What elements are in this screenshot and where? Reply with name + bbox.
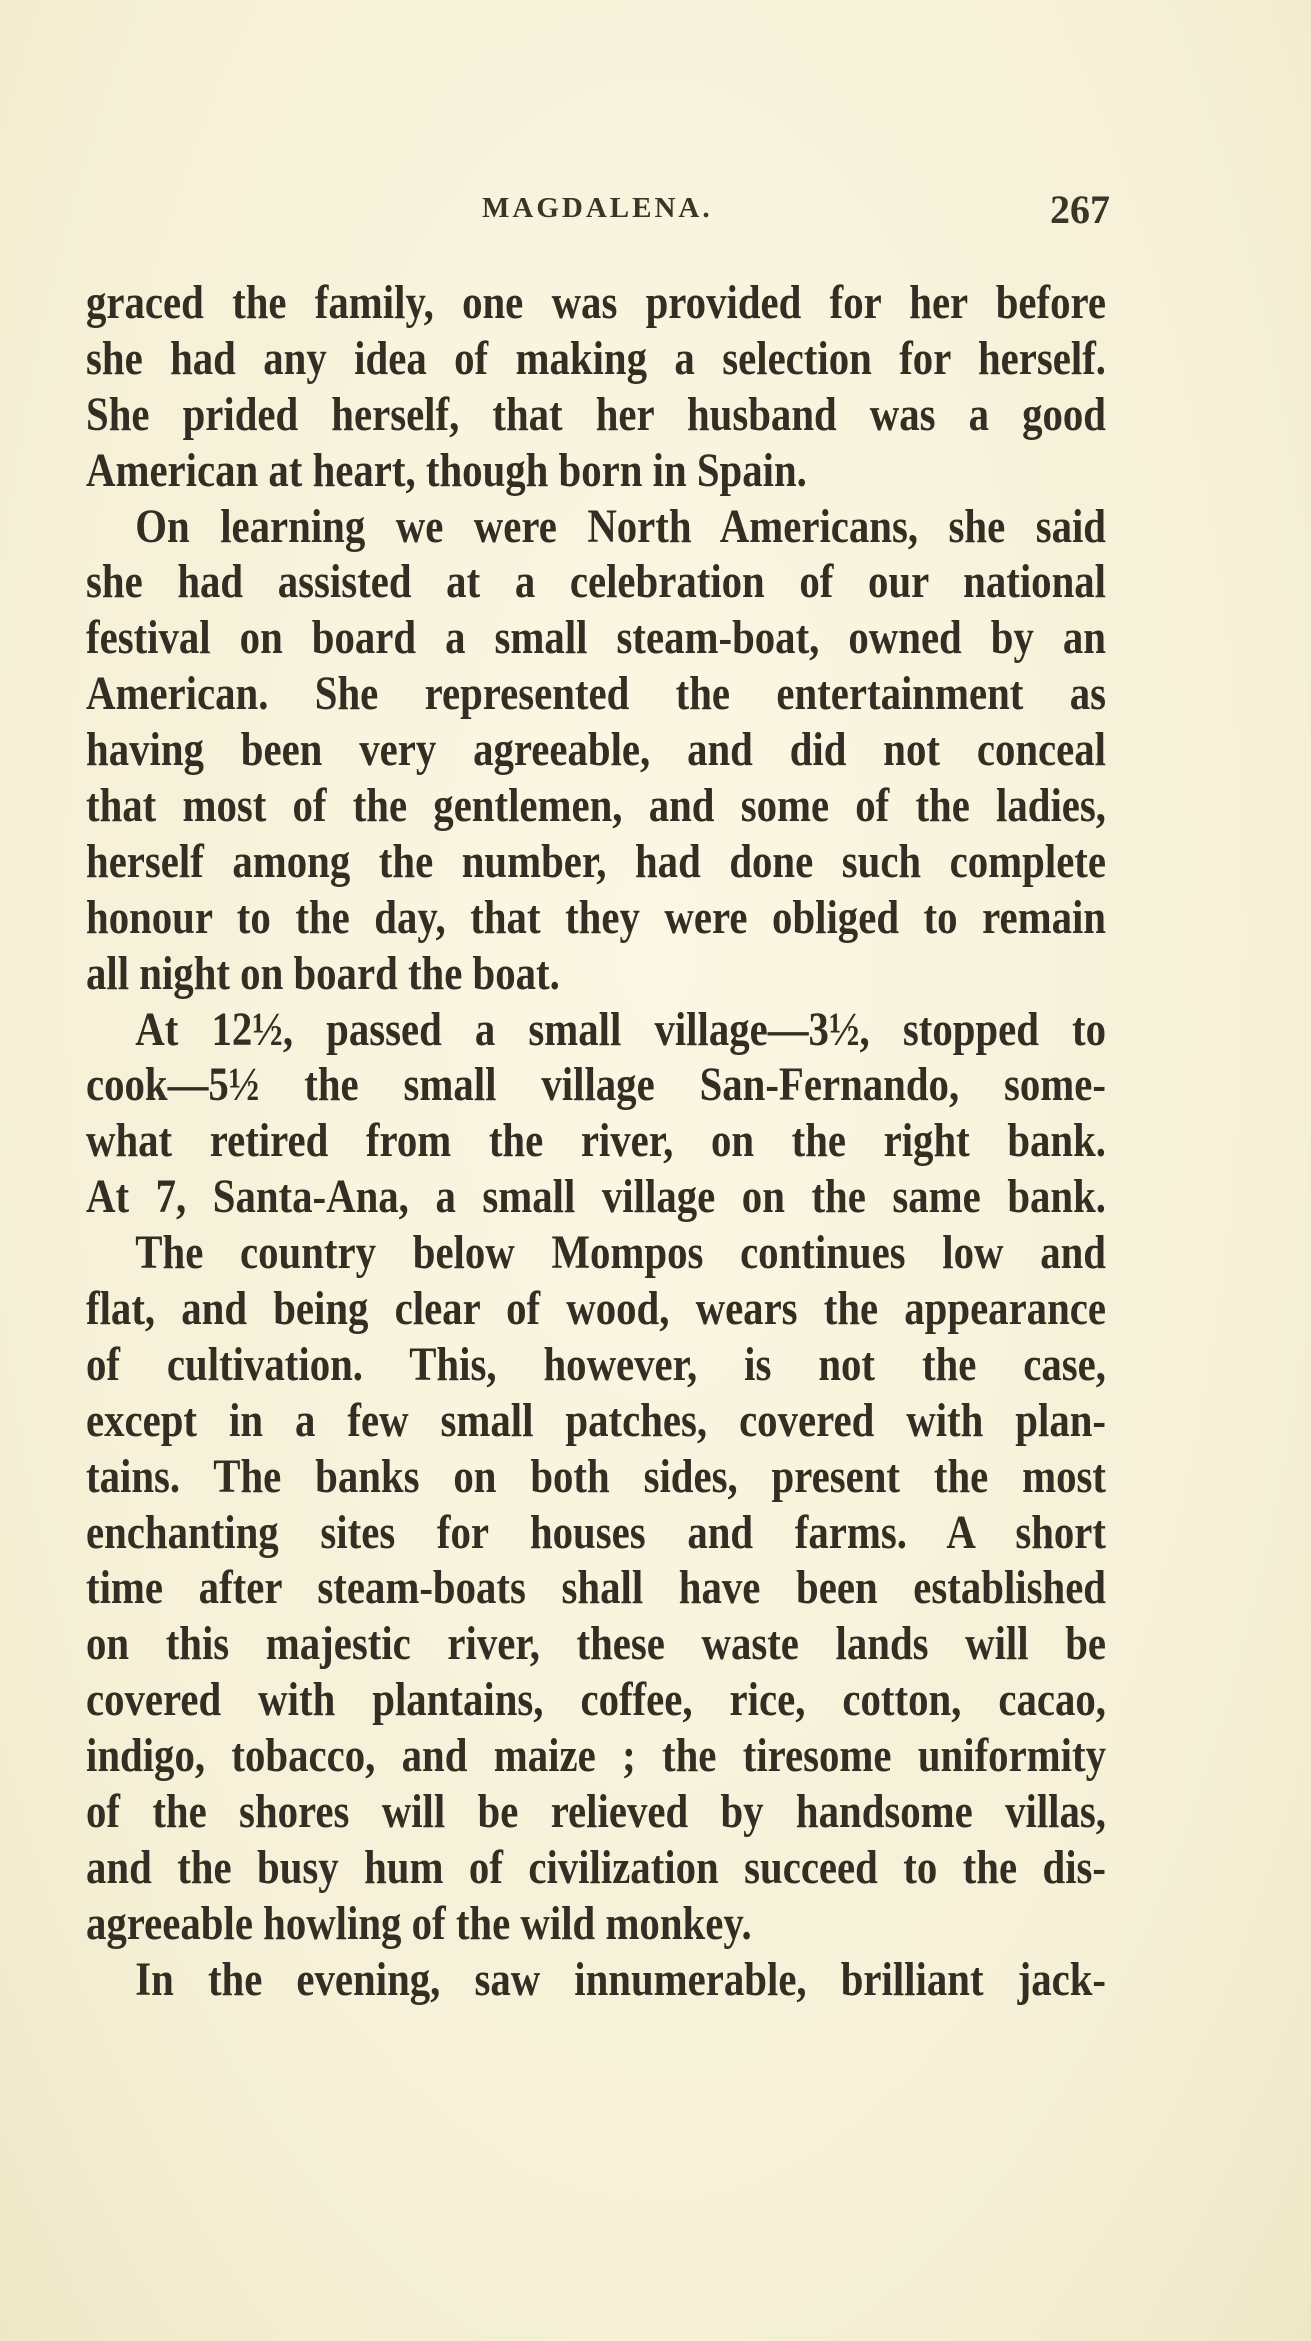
text-line: agreeable howling of the wild monkey. <box>86 1896 752 1950</box>
text-line: She prided herself, that her husband was a good <box>86 387 1106 441</box>
text-line: she had any idea of making a selection for herself. <box>86 331 1106 385</box>
text-line: American. She represented the entertainment as <box>86 667 1106 721</box>
text-line: festival on board a small steam-boat, owned by an <box>86 611 1106 665</box>
text-line: flat, and being clear of wood, wears the appearance <box>86 1282 1106 1336</box>
page-header <box>0 188 1311 232</box>
text-line: that most of the gentlemen, and some of the ladies, <box>86 779 1106 833</box>
text-line: tains. The banks on both sides, present the most <box>86 1449 1106 1503</box>
text-line: At 7, Santa-Ana, a small village on the same bank. <box>86 1170 1106 1224</box>
text-line: The country below Mompos continues low and <box>135 1226 1107 1280</box>
text-line: all night on board the boat. <box>86 946 560 1000</box>
text-line: indigo, tobacco, and maize ; the tiresome uniformity <box>86 1729 1106 1783</box>
text-line: herself among the number, had done such complete <box>86 834 1106 888</box>
page-number: 267 <box>1050 187 1110 232</box>
text-line: having been very agreeable, and did not conceal <box>86 723 1106 777</box>
body-text <box>86 275 1106 2008</box>
text-line: graced the family, one was provided for her before <box>86 276 1106 329</box>
text-line: what retired from the river, on the right bank. <box>86 1114 1106 1168</box>
text-line: On learning we were North Americans, she said <box>135 499 1107 553</box>
text-line: she had assisted at a celebration of our national <box>86 555 1106 609</box>
text-line: on this majestic river, these waste lands will be <box>86 1617 1106 1671</box>
text-line: of cultivation. This, however, is not the case, <box>86 1337 1106 1391</box>
text-line: except in a few small patches, covered with plan- <box>86 1393 1106 1447</box>
text-line: enchanting sites for houses and farms. A short <box>86 1505 1106 1559</box>
text-line: and the busy hum of civilization succeed to the dis- <box>86 1840 1106 1894</box>
text-line: covered with plantains, coffee, rice, cotton, cacao, <box>86 1673 1106 1727</box>
text-line: of the shores will be relieved by handsome villas, <box>86 1785 1106 1839</box>
text-line: time after steam-boats shall have been established <box>86 1561 1106 1615</box>
text-line: At 12½, passed a small village—3½, stopped to <box>135 1002 1107 1056</box>
text-line: cook—5½ the small village San-Fernando, some- <box>86 1058 1106 1112</box>
text-line: American at heart, though born in Spain. <box>86 443 807 497</box>
text-line: honour to the day, that they were obliged to remain <box>86 890 1106 944</box>
text-line: In the evening, saw innumerable, brilliant jack- <box>135 1952 1107 2006</box>
running-title: MAGDALENA. <box>482 192 713 224</box>
